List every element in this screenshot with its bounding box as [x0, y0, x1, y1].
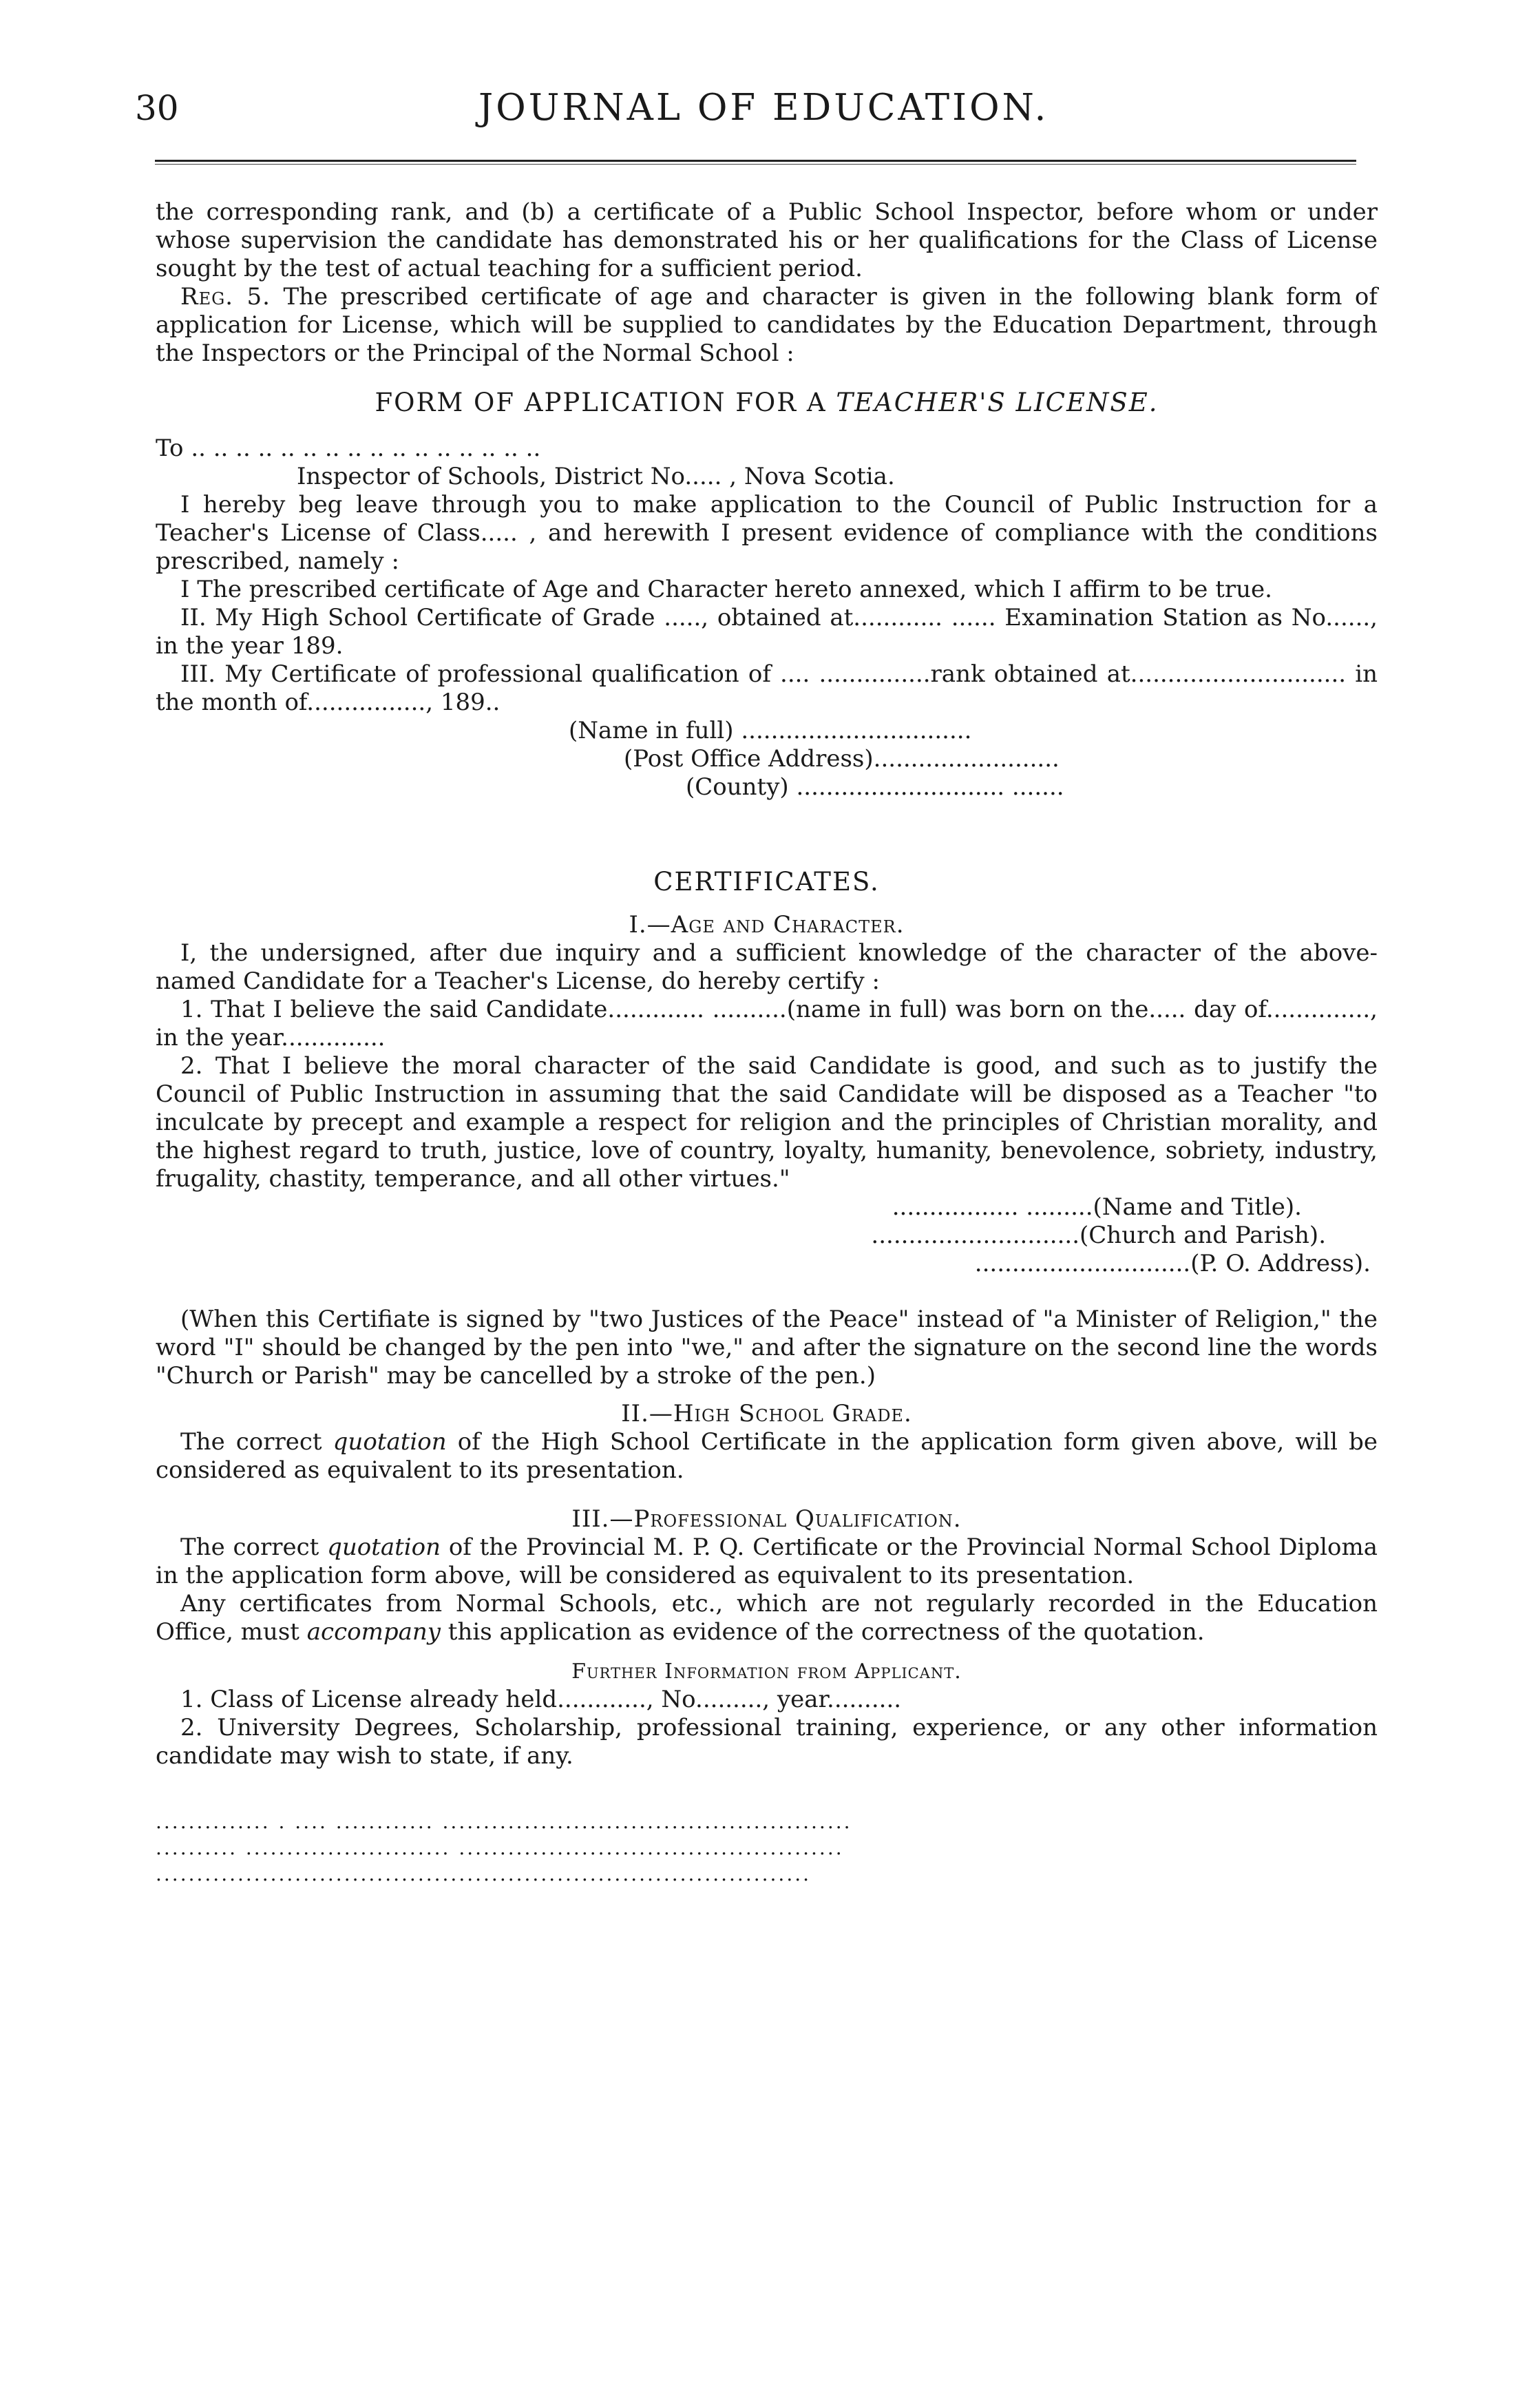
section-3-p1-a: The correct — [180, 1533, 319, 1561]
form-title-plain: FORM OF APPLICATION FOR A — [375, 388, 827, 417]
section-1-heading: I.—Age and Character. — [629, 911, 905, 939]
form-item-1: I The prescribed certificate of Age and Character hereto annexed, which I affirm to be true. — [180, 576, 1272, 603]
section-1-point-2: 2. That I believe the moral character of the said Candidate is good, and such as to justify the Council of Public Instruction in assuming that the said Candidate will be disposed as a Teacher "to inculcate by precept and example a respect for religion and the principles of Christian morality, and the highest regard to truth, justice, love of country, loyalty, humanity, benevolence, sobriety, industry, frugality, chastity, temperance, and all other virtues." — [156, 1052, 1378, 1193]
further-item-2: 2. University Degrees, Scholarship, professional training, experience, or any other information candidate may wish to state, if any. — [156, 1714, 1378, 1770]
section-1-intro: I, the undersigned, after due inquiry and a sufficient knowledge of the character of the above-named Candidate for a Teacher's License, do hereby certify : — [156, 939, 1378, 995]
section-3-p2-a: Any certificates from Normal Schools, etc., which are not regularly recorded in the Education Office, must — [156, 1590, 1378, 1646]
certificates-heading: CERTIFICATES. — [653, 867, 880, 897]
sig-church-parish: ............................(Church and Parish). — [871, 1222, 1326, 1249]
section-2-text-b: of the High School Certificate in the application form given above, will be considered as equivalent to its presentation. — [156, 1428, 1378, 1484]
regulation-5 — [156, 283, 1378, 368]
section-3-p1-b: of the Provincial M. P. Q. Certificate or the Provincial Normal School Diploma in the application form above, will be considered as equivalent to its presentation. — [156, 1533, 1378, 1589]
section-3-p2-b: this application as evidence of the correctness of the quotation. — [447, 1618, 1205, 1646]
reg-text: The prescribed certificate of age and character is given in the following blank form of application for License, which will be supplied to candidates by the Education Department, through the Inspectors or the Principal of the Normal School : — [156, 283, 1378, 367]
section-3-p2-italic: accompany — [306, 1618, 441, 1646]
further-item-1: 1. Class of License already held............, No........., year.......... — [180, 1686, 902, 1713]
section-2-text-italic: quotation — [333, 1428, 447, 1456]
form-request: I hereby beg leave through you to make application to the Council of Public Instruction for a Teacher's License of Class..... , and herewith I present evidence of compliance with the conditions prescribed, namely : — [156, 491, 1378, 575]
form-to-line: To .. .. .. .. .. .. .. .. .. .. .. .. .. .. .. .. — [156, 435, 541, 462]
sig-name-title: ................. .........(Name and Title). — [892, 1193, 1302, 1221]
section-3-para-2 — [156, 1590, 1378, 1646]
section-3-para-1 — [156, 1533, 1378, 1590]
form-title-italic: TEACHER'S LICENSE. — [836, 388, 1159, 417]
form-post-line: (Post Office Address)......................... — [624, 745, 1060, 773]
intro-paragraph: the corresponding rank, and (b) a certificate of a Public School Inspector, before whom or under whose supervision the candidate has demonstrated his or her qualifications for the Class of License sought by the test of actual teaching for a sufficient period. — [156, 198, 1378, 282]
form-title — [156, 388, 1378, 417]
section-3-p1-italic: quotation — [327, 1533, 441, 1561]
section-3-heading: III.—Professional Qualification. — [571, 1505, 962, 1533]
blank-line-3: ................................................................................ — [156, 1863, 812, 1885]
section-2-text — [156, 1428, 1378, 1485]
reg-label: Reg. 5. — [180, 283, 271, 311]
section-2-heading: II.—High School Grade. — [621, 1400, 912, 1427]
header-rule — [155, 160, 1356, 162]
form-name-line: (Name in full) ............................... — [569, 717, 972, 744]
header-rule-thin — [155, 164, 1356, 165]
further-info-heading: Further Information from Applicant. — [571, 1660, 962, 1684]
form-item-2: II. My High School Certificate of Grade ....., obtained at............ ...... Examination Station as No......, in the year 189. — [156, 604, 1378, 660]
form-county-line: (County) ............................ ....... — [686, 773, 1064, 801]
form-inspector-line: Inspector of Schools, District No..... , Nova Scotia. — [297, 463, 895, 490]
journal-title: JOURNAL OF EDUCATION. — [478, 87, 1049, 129]
section-1-note: (When this Certifiate is signed by "two Justices of the Peace" instead of "a Minister of Religion," the word "I" should be changed by the pen into "we," and after the signature on the second line the words "Church or Parish" may be cancelled by a stroke of the pen.) — [156, 1306, 1378, 1390]
section-1-point-1: 1. That I believe the said Candidate............. ..........(name in full) was born on the..... day of.............., in the year.............. — [156, 996, 1378, 1051]
page-number: 30 — [135, 88, 179, 128]
body-text — [156, 198, 1378, 1887]
section-2-text-a: The correct — [180, 1428, 322, 1456]
form-item-3: III. My Certificate of professional qualification of .... ...............rank obtained at............................. in the month of................, 189.. — [156, 660, 1378, 716]
sig-address: .............................(P. O. Address). — [974, 1250, 1371, 1277]
blank-line-1: .............. . .... ............ .................................................. — [156, 1810, 852, 1833]
blank-line-2: .......... ......................... ............................................... — [156, 1836, 844, 1859]
